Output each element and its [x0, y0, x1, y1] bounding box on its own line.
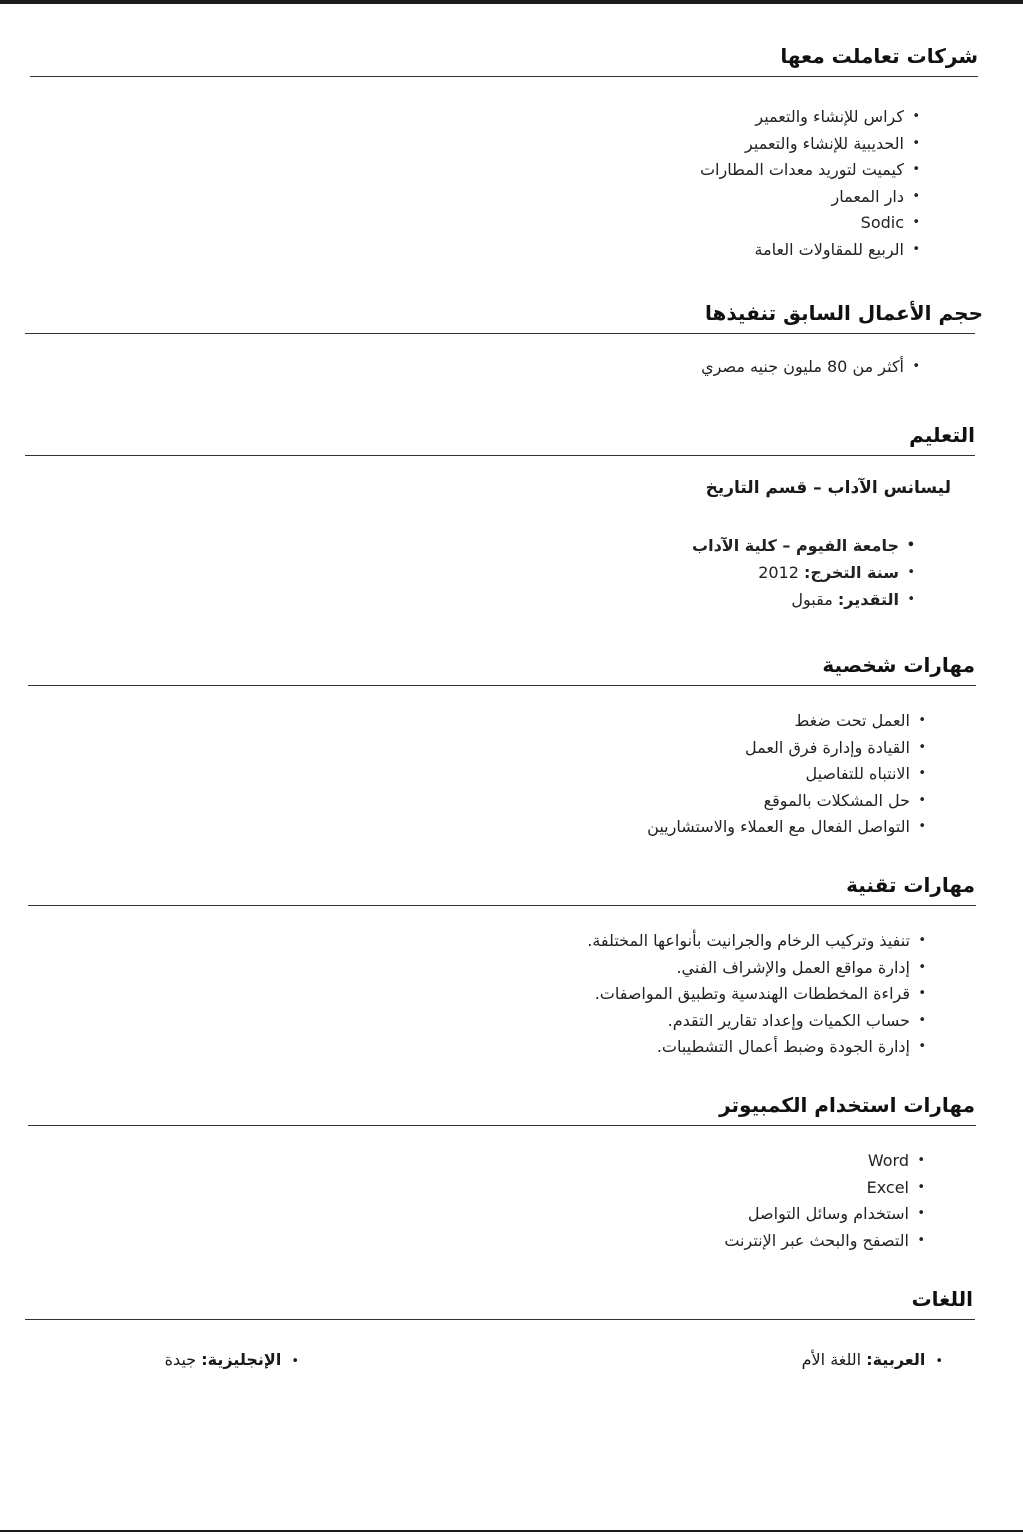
graduation-label: سنة التخرج: — [804, 563, 899, 582]
education-divider — [25, 455, 975, 456]
languages-section — [912, 1285, 973, 1313]
personal-skills-divider — [28, 685, 976, 686]
list-item: • قراءة المخططات الهندسية وتطبيق المواصفات. — [587, 981, 910, 1008]
language-arabic — [802, 1350, 943, 1369]
list-item: • كيميت لتوريد معدات المطارات — [700, 157, 904, 184]
list-item: • Sodic — [700, 210, 904, 237]
university: • جامعة الفيوم – كلية الآداب — [692, 532, 899, 559]
volume-section — [705, 299, 983, 327]
personal-skills-title: مهارات شخصية — [822, 653, 975, 677]
technical-skills-divider — [28, 905, 976, 906]
technical-skills-title: مهارات تقنية — [846, 873, 975, 897]
languages-divider — [25, 1319, 975, 1320]
list-item: • القيادة وإدارة فرق العمل — [647, 735, 910, 762]
graduation-year — [692, 559, 899, 586]
languages-title: اللغات — [911, 1287, 973, 1311]
grade-label: التقدير: — [837, 590, 899, 609]
education-list — [692, 532, 915, 613]
list-item: • أكثر من 80 مليون جنيه مصري — [701, 354, 904, 381]
list-item: • استخدام وسائل التواصل — [724, 1201, 909, 1228]
grade — [692, 586, 899, 613]
list-item: • الربيع للمقاولات العامة — [700, 237, 904, 264]
education-section — [909, 421, 975, 449]
list-item: • التصفح والبحث عبر الإنترنت — [724, 1228, 909, 1255]
graduation-value: 2012 — [758, 563, 799, 582]
companies-section — [780, 42, 978, 70]
bullet: • — [935, 1354, 943, 1369]
volume-title: حجم الأعمال السابق تنفيذها — [704, 301, 983, 325]
bullet: • — [291, 1354, 299, 1369]
list-item: • إدارة الجودة وضبط أعمال التشطيبات. — [587, 1034, 910, 1061]
companies-title: شركات تعاملت معها — [780, 44, 978, 68]
list-item: • دار المعمار — [700, 184, 904, 211]
list-item: • حل المشكلات بالموقع — [647, 788, 910, 815]
arabic-label: العربية: — [866, 1350, 926, 1369]
list-item: • الحديبية للإنشاء والتعمير — [700, 131, 904, 158]
list-item: • Word — [724, 1148, 909, 1175]
companies-list — [700, 104, 920, 263]
personal-skills-section — [822, 651, 975, 679]
english-value: جيدة — [164, 1350, 197, 1369]
list-item: • العمل تحت ضغط — [647, 708, 910, 735]
computer-skills-title: مهارات استخدام الكمبيوتر — [719, 1093, 975, 1117]
arabic-value: اللغة الأم — [801, 1350, 862, 1369]
computer-skills-divider — [28, 1125, 976, 1126]
language-english — [165, 1350, 299, 1369]
top-rule — [0, 0, 1023, 4]
education-title: التعليم — [909, 423, 975, 447]
personal-skills-list — [647, 708, 926, 841]
list-item: • حساب الكميات وإعداد تقارير التقدم. — [587, 1008, 910, 1035]
volume-divider — [25, 333, 975, 334]
list-item: • كراس للإنشاء والتعمير — [700, 104, 904, 131]
grade-value: مقبول — [791, 590, 833, 609]
list-item: • Excel — [724, 1175, 909, 1202]
list-item: • الانتباه للتفاصيل — [647, 761, 910, 788]
computer-skills-section — [719, 1091, 975, 1119]
companies-divider — [30, 76, 978, 77]
volume-list — [701, 354, 920, 381]
technical-skills-section — [846, 871, 975, 899]
list-item: • إدارة مواقع العمل والإشراف الفني. — [587, 955, 910, 982]
bottom-rule — [0, 1530, 1023, 1532]
list-item: • التواصل الفعال مع العملاء والاستشاريين — [647, 814, 910, 841]
technical-skills-list — [587, 928, 926, 1061]
degree-title: ليسانس الآداب – قسم التاريخ — [705, 478, 951, 498]
computer-skills-list — [724, 1148, 925, 1254]
english-label: الإنجليزية: — [201, 1350, 282, 1369]
list-item: • تنفيذ وتركيب الرخام والجرانيت بأنواعها المختلفة. — [587, 928, 910, 955]
